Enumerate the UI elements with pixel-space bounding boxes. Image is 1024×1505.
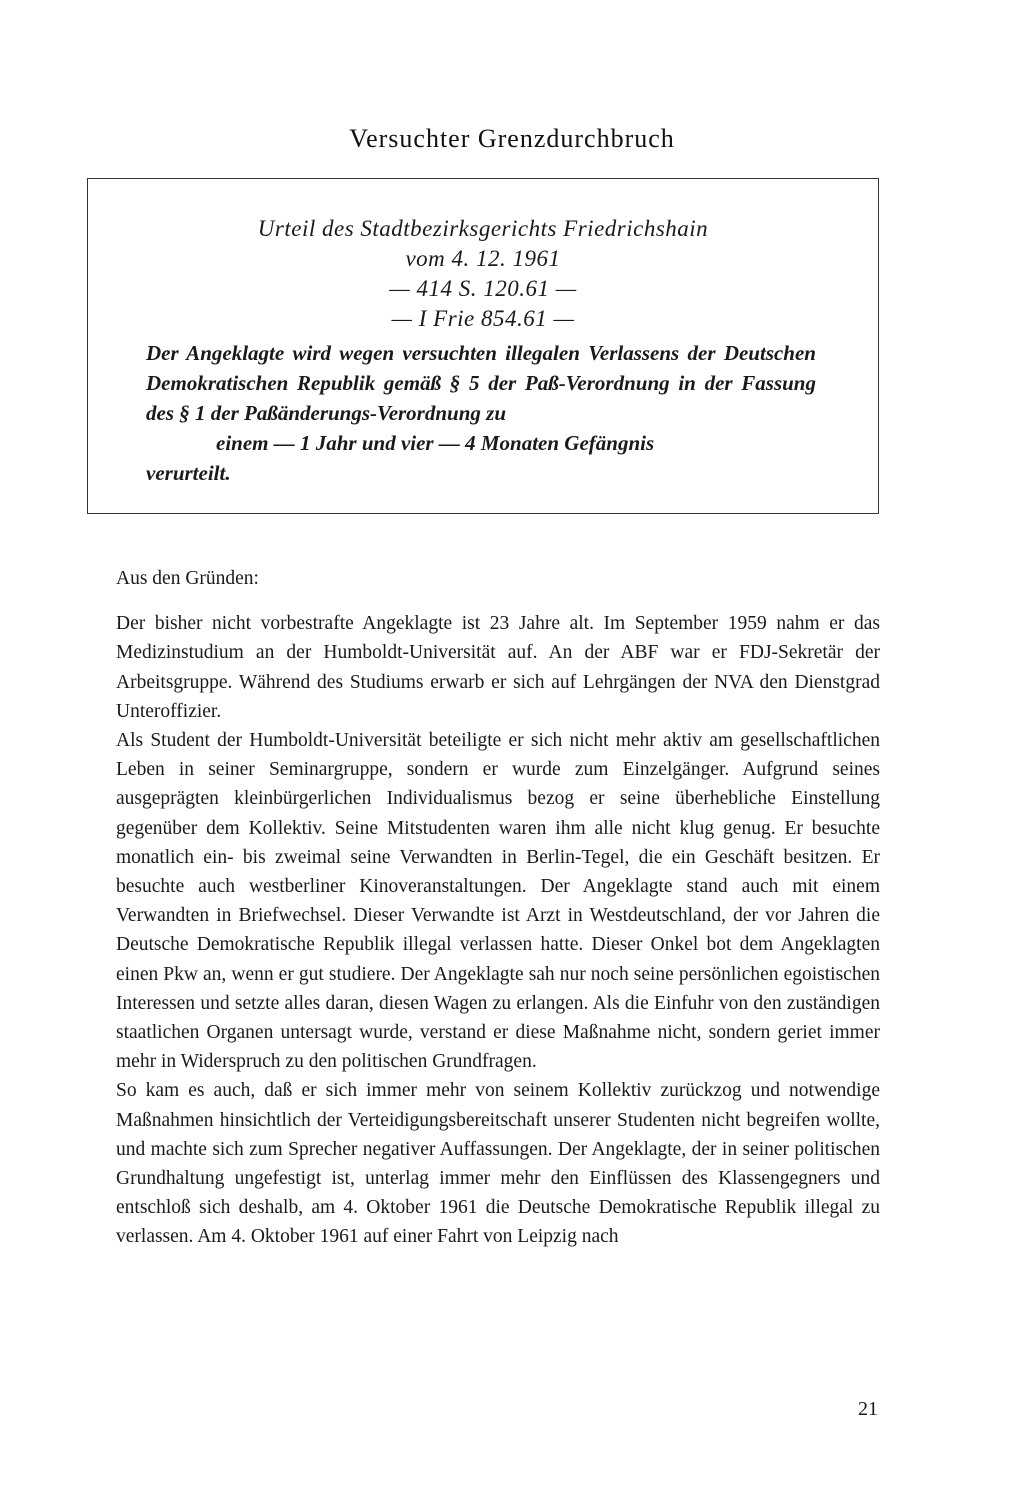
verdict-end: verurteilt. [146, 461, 231, 485]
page-number: 21 [858, 1398, 878, 1420]
case-number: — 414 S. 120.61 — [389, 276, 577, 301]
file-number: — I Frie 854.61 — [391, 306, 575, 331]
reasons-heading: Aus den Gründen: [116, 568, 259, 589]
verdict-box [87, 178, 879, 514]
court-header [88, 214, 878, 334]
paragraph: Als Student der Humboldt-Universität beteiligte er sich nicht mehr aktiv am gesellschaftlichen Leben in seiner Seminargruppe, sondern er wurde zum Einzelgänger. Aufgrund seines ausgeprägten kleinbürgerlichen Individualismus bezog er seine überhebliche Einstellung gegenüber dem Kollektiv. Seine Mitstudenten waren ihm alle nicht klug genug. Er besuchte monatlich ein- bis zweimal seine Verwandten in Berlin-Tegel, die ein Geschäft besitzen. Er besuchte auch westberliner Kinoveranstaltungen. Der Angeklagte stand auch mit einem Verwandten in Briefwechsel. Dieser Verwandte ist Arzt in Westdeutschland, der vor Jahren die Deutsche Demokratische Republik illegal verlassen hatte. Dieser Onkel bot dem Angeklagten einen Pkw an, wenn er gut studiere. Der Angeklagte sah nur noch seine persönlichen egoistischen Interessen und setzte alles daran, diesen Wagen zu erlangen. Als die Einfuhr von den zuständigen staatlichen Organen untersagt wurde, verstand er diese Maßnahme nicht, sondern geriet immer mehr in Widerspruch zu den politischen Grundfragen. [116, 730, 880, 1073]
verdict-text [146, 338, 816, 488]
verdict-sentence: einem — 1 Jahr und vier — 4 Monaten Gefängnis [216, 431, 655, 455]
paragraph: Der bisher nicht vorbestrafte Angeklagte ist 23 Jahre alt. Im September 1959 nahm er das Medizinstudium an der Humboldt-Universität auf. An der ABF war er FDJ-Sekretär der Arbeitsgruppe. Während des Studiums erwarb er sich auf Lehrgängen der NVA den Dienstgrad Unteroffizier. [116, 613, 880, 722]
paragraph: So kam es auch, daß er sich immer mehr von seinem Kollektiv zurückzog und notwendige Maßnahmen hinsichtlich der Verteidigungsbereitschaft unserer Studenten nicht begreifen wollte, und machte sich zum Sprecher negativer Auffassungen. Der Angeklagte, der in seiner politischen Grundhaltung ungefestigt ist, unterlag immer mehr den Einflüssen des Klassengegners und entschloß sich deshalb, am 4. Oktober 1961 die Deutsche Demokratische Republik illegal zu verlassen. Am 4. Oktober 1961 auf einer Fahrt von Leipzig nach [116, 1080, 880, 1248]
verdict-date: vom 4. 12. 1961 [405, 246, 561, 271]
court-name: Urteil des Stadtbezirksgerichts Friedrichshain [257, 216, 709, 241]
verdict-main: Der Angeklagte wird wegen versuchten illegalen Verlassens der Deutschen Demokratischen Republik gemäß § 5 der Paß-Verordnung in der Fassung des § 1 der Paßänderungs-Verordnung zu [146, 341, 816, 425]
reasons-section [116, 564, 880, 1252]
page-title: Versuchter Grenzdurchbruch [349, 124, 675, 153]
